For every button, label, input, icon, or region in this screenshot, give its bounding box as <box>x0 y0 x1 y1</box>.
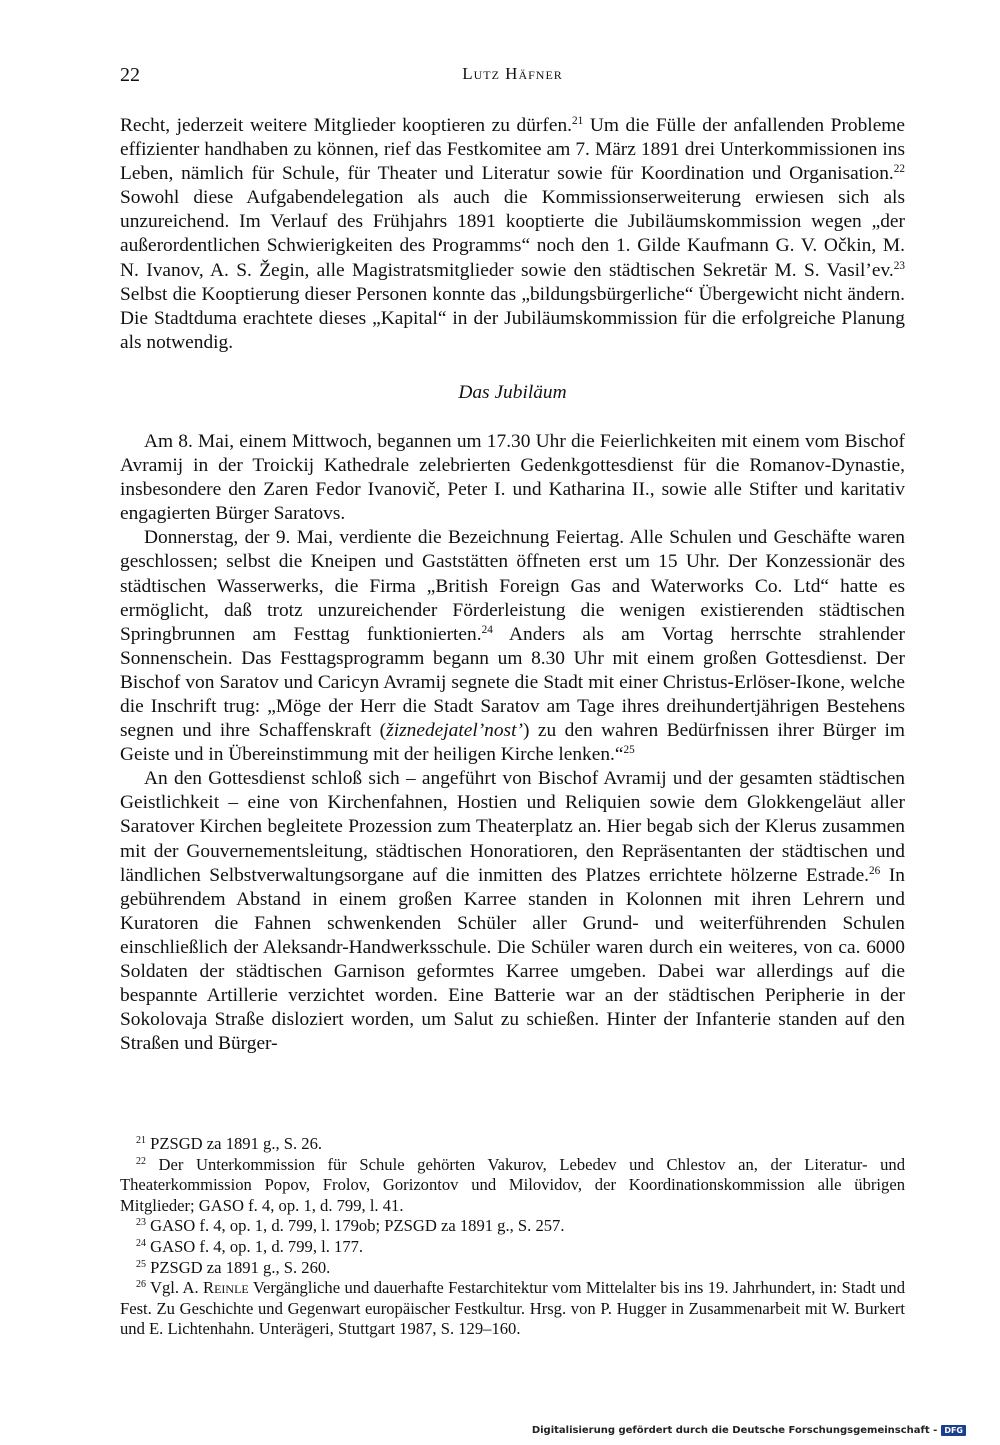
page-number: 22 <box>120 64 140 86</box>
footnote-21: $^{21}$ PZSGD za 1891 g., S. 26. <box>136 1134 323 1153</box>
footer-text: Digitalisierung gefördert durch die Deutsche Forschungsgemeinschaft - <box>531 1425 938 1436</box>
footnote-25: $^{25}$ PZSGD za 1891 g., S. 260. <box>136 1257 331 1277</box>
footnote-24: $^{24}$ GASO f. 4, op. 1, d. 799, l. 177. <box>136 1236 364 1256</box>
running-head: Lutz Häfner <box>462 64 563 83</box>
italic-term: žiznedejatel’nost’ <box>386 720 523 742</box>
paragraph-4: An den Gottesdienst schloß sich – angeführt von Bischof Avramij und der gesamten städtischen Geistlichkeit – eine von Kirchenfahnen, Hostien und Reliquien sowie dem Glokkengeläut aller Saratover Kirchen begleitete Prozession zum Theaterplatz an. Hier begab sich der Klerus zusammen mit der Gouvernementsleitung, städtischen Honoratioren, den Repräsentanten der städtischen und ländlichen Selbstverwaltungsorgane auf die inmitten des Platzes errichtete hölzerne Estrade.$^{26}$ In gebührendem Abstand in einem großen Karree standen in Kolonnen mit ihren Lehrern und Kuratoren die Fahnen schwenkenden Schüler aller Grund- und weiterführenden Schulen einschließlich der Aleksandr-Handwerksschule. Die Schüler waren durch ein weiteres, von ca. 6000 Soldaten der städtischen Garnison geformtes Karree umgeben. Dabei war allerdings auf die bespannte Artillerie verzichtet worden. Eine Batterie war an der städtischen Peripherie in der Sokolovaja Straße disloziert worden, um Salut zu schießen. Hinter der Infanterie standen auf den Straßen und Bürger- <box>120 768 905 1055</box>
footnote-22: $^{22}$ Der Unterkommission für Schule gehörten Vakurov, Lebedev und Chlestov an, der Literatur- und Theaterkommission Popov, Frolov, Gorizontov und Milovidov, der Koordinationskommission alle übrigen Mitglieder; GASO f. 4, op. 1, d. 799, l. 41. <box>120 1154 905 1215</box>
author-name: Reinle <box>203 1278 249 1298</box>
dfg-footer <box>532 1425 966 1436</box>
footnote-ref-25[interactable]: 25 <box>623 744 635 757</box>
footnote-ref-21[interactable]: 21 <box>572 115 584 128</box>
section-heading: Das Jubiläum <box>458 381 567 403</box>
footnote-ref-26[interactable]: 26 <box>869 864 881 877</box>
dfg-logo-icon: DFG <box>941 1425 966 1436</box>
footnote-23: $^{23}$ GASO f. 4, op. 1, d. 799, l. 179ob; PZSGD za 1891 g., S. 257. <box>136 1216 565 1236</box>
paragraph-2: Am 8. Mai, einem Mittwoch, begannen um 17.30 Uhr die Feierlichkeiten mit einem vom Bischof Avramij in der Troickij Kathedrale zelebrierten Gedenkgottesdienst für die Romanov-Dynastie, insbesondere den Zaren Fedor Ivanovič, Peter I. und Katharina II., sowie alle Stifter und karitativ engagierten Bürger Saratovs. <box>120 430 905 525</box>
page-header <box>120 64 905 92</box>
footnote-ref-23[interactable]: 23 <box>893 259 905 272</box>
footnote-26: $^{26}$ Vgl. A. Reinle Vergängliche und dauerhafte Festarchitektur vom Mittelalter bis ins 19. Jahrhundert, in: Stadt und Fest. Zu Geschichte und Gegenwart europäischer Festkultur. Hrsg. von P. Hugger in Zusammenarbeit mit W. Burkert und E. Lichtenhahn. Unterägeri, Stuttgart 1987, S. 129–160. <box>120 1278 905 1339</box>
paragraph-3: Donnerstag, der 9. Mai, verdiente die Bezeichnung Feiertag. Alle Schulen und Geschäfte waren geschlossen; selbst die Kneipen und Gaststätten öffneten erst um 15 Uhr. Der Konzessionär des städtischen Wasserwerks, die Firma „British Foreign Gas and Waterworks Co. Ltd“ hatte es ermöglicht, daß trotz unzureichender Förderleistung die wenigen existierenden städtischen Springbrunnen am Festtag funktionierten.$^{24}$ Anders als am Vortag herrschte strahlender Sonnenschein. Das Festtagsprogramm begann um 8.30 Uhr mit einem großen Gottesdienst. Der Bischof von Saratov und Caricyn Avramij segnete die Stadt mit einer Christus-Erlöser-Ikone, welche die Inschrift trug: „Möge der Herr die Stadt Saratov am Tage ihres dreihundertjährigen Bestehens segnen und ihre Schaffenskraft (žiznedejatel’nost’) zu den wahren Bedürfnissen ihrer Bürger im Geiste und in Übereinstimmung mit der heiligen Kirche lenken.“$^{25}$ <box>120 527 905 766</box>
body-text <box>120 114 905 1056</box>
paragraph-1: Recht, jederzeit weitere Mitglieder kooptieren zu dürfen.$^{21}$ Um die Fülle der anfallenden Probleme effizienter handhaben zu können, rief das Festkomitee am 7. März 1891 drei Unterkommissionen ins Leben, nämlich für Schule, für Theater und Literatur sowie für Koordination und Organisation.$^{22}$ Sowohl diese Aufgabendelegation als auch die Kommissionserweiterung erwiesen sich als unzureichend. Im Verlauf des Frühjahrs 1891 kooptierte die Jubiläumskommission wegen „der außerordentlichen Schwierigkeiten des Programms“ noch den 1. Gilde Kaufmann G. V. Očkin, M. N. Ivanov, A. S. Žegin, alle Magistratsmitglieder sowie den städtischen Sekretär M. S. Vasil’ev.$^{23}$ Selbst die Kooptierung dieser Personen konnte das „bildungsbürgerliche“ Übergewicht nicht ändern. Die Stadtduma erachtete dieses „Kapital“ in der Jubiläumskommission für die erfolgreiche Planung als notwendig. <box>120 115 905 353</box>
footnote-ref-22[interactable]: 22 <box>893 163 905 176</box>
footnotes <box>120 1134 905 1340</box>
footnote-ref-24[interactable]: 24 <box>481 623 493 636</box>
